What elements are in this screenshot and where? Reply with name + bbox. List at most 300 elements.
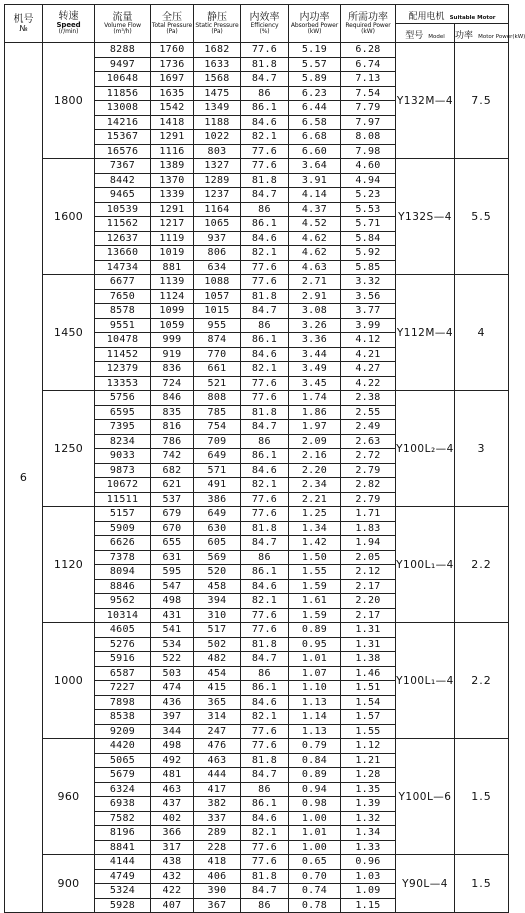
efficiency-cell: 84.6 bbox=[241, 695, 289, 710]
total-pressure-cell: 438 bbox=[151, 855, 194, 870]
flow-cell: 14216 bbox=[95, 115, 151, 130]
absorbed-power-cell: 3.91 bbox=[289, 173, 341, 188]
required-power-cell: 1.38 bbox=[341, 652, 396, 667]
efficiency-cell: 86.1 bbox=[241, 333, 289, 348]
absorbed-power-cell: 0.84 bbox=[289, 753, 341, 768]
static-pressure-cell: 310 bbox=[194, 608, 241, 623]
total-pressure-cell: 541 bbox=[151, 623, 194, 638]
efficiency-cell: 77.6 bbox=[241, 840, 289, 855]
efficiency-cell: 84.7 bbox=[241, 536, 289, 551]
flow-cell: 7378 bbox=[95, 550, 151, 565]
absorbed-power-cell: 2.16 bbox=[289, 449, 341, 464]
efficiency-cell: 81.8 bbox=[241, 57, 289, 72]
motor-model-cell: Y90L—4 bbox=[396, 855, 455, 913]
total-pressure-cell: 492 bbox=[151, 753, 194, 768]
static-pressure-cell: 1682 bbox=[194, 43, 241, 58]
efficiency-cell: 84.7 bbox=[241, 420, 289, 435]
static-pressure-cell: 803 bbox=[194, 144, 241, 159]
motor-power-cell: 1.5 bbox=[455, 739, 509, 855]
total-pressure-cell: 1116 bbox=[151, 144, 194, 159]
static-pressure-cell: 937 bbox=[194, 231, 241, 246]
speed-cell: 1800 bbox=[43, 43, 95, 159]
absorbed-power-cell: 2.20 bbox=[289, 463, 341, 478]
static-pressure-cell: 785 bbox=[194, 405, 241, 420]
header-machine-no: 机号 № bbox=[5, 5, 43, 43]
static-pressure-cell: 1065 bbox=[194, 217, 241, 232]
static-pressure-cell: 521 bbox=[194, 376, 241, 391]
motor-power-cell: 2.2 bbox=[455, 507, 509, 623]
header-total-pressure: 全压 Total Pressure (Pa) bbox=[151, 5, 194, 43]
flow-cell: 8094 bbox=[95, 565, 151, 580]
static-pressure-cell: 1057 bbox=[194, 289, 241, 304]
required-power-cell: 1.31 bbox=[341, 623, 396, 638]
static-pressure-cell: 634 bbox=[194, 260, 241, 275]
static-pressure-cell: 228 bbox=[194, 840, 241, 855]
absorbed-power-cell: 4.37 bbox=[289, 202, 341, 217]
efficiency-cell: 77.6 bbox=[241, 144, 289, 159]
fan-performance-table-container bbox=[4, 4, 525, 911]
static-pressure-cell: 418 bbox=[194, 855, 241, 870]
flow-cell: 8442 bbox=[95, 173, 151, 188]
absorbed-power-cell: 1.74 bbox=[289, 391, 341, 406]
flow-cell: 8841 bbox=[95, 840, 151, 855]
total-pressure-cell: 402 bbox=[151, 811, 194, 826]
static-pressure-cell: 605 bbox=[194, 536, 241, 551]
total-pressure-cell: 366 bbox=[151, 826, 194, 841]
total-pressure-cell: 835 bbox=[151, 405, 194, 420]
efficiency-cell: 82.1 bbox=[241, 594, 289, 609]
absorbed-power-cell: 1.10 bbox=[289, 681, 341, 696]
absorbed-power-cell: 1.97 bbox=[289, 420, 341, 435]
header-motor-model: 型号 Model bbox=[396, 24, 455, 43]
required-power-cell: 1.12 bbox=[341, 739, 396, 754]
required-power-cell: 2.79 bbox=[341, 463, 396, 478]
flow-cell: 5916 bbox=[95, 652, 151, 667]
efficiency-cell: 86 bbox=[241, 202, 289, 217]
absorbed-power-cell: 1.00 bbox=[289, 811, 341, 826]
static-pressure-cell: 463 bbox=[194, 753, 241, 768]
flow-cell: 10478 bbox=[95, 333, 151, 348]
efficiency-cell: 77.6 bbox=[241, 275, 289, 290]
absorbed-power-cell: 4.63 bbox=[289, 260, 341, 275]
required-power-cell: 2.49 bbox=[341, 420, 396, 435]
absorbed-power-cell: 0.65 bbox=[289, 855, 341, 870]
absorbed-power-cell: 4.14 bbox=[289, 188, 341, 203]
absorbed-power-cell: 6.60 bbox=[289, 144, 341, 159]
flow-cell: 8196 bbox=[95, 826, 151, 841]
total-pressure-cell: 1217 bbox=[151, 217, 194, 232]
header-static-pressure: 静压 Static Pressure (Pa) bbox=[194, 5, 241, 43]
static-pressure-cell: 386 bbox=[194, 492, 241, 507]
static-pressure-cell: 458 bbox=[194, 579, 241, 594]
absorbed-power-cell: 3.08 bbox=[289, 304, 341, 319]
header-absorbed-power: 内功率 Absorbed Power (kW) bbox=[289, 5, 341, 43]
absorbed-power-cell: 1.55 bbox=[289, 565, 341, 580]
motor-power-cell: 5.5 bbox=[455, 159, 509, 275]
absorbed-power-cell: 6.44 bbox=[289, 101, 341, 116]
required-power-cell: 2.12 bbox=[341, 565, 396, 580]
efficiency-cell: 81.8 bbox=[241, 869, 289, 884]
table-row bbox=[5, 159, 509, 174]
total-pressure-cell: 1291 bbox=[151, 130, 194, 145]
table-row bbox=[5, 43, 509, 58]
required-power-cell: 3.32 bbox=[341, 275, 396, 290]
flow-cell: 8578 bbox=[95, 304, 151, 319]
speed-cell: 960 bbox=[43, 739, 95, 855]
static-pressure-cell: 394 bbox=[194, 594, 241, 609]
efficiency-cell: 84.6 bbox=[241, 115, 289, 130]
total-pressure-cell: 1697 bbox=[151, 72, 194, 87]
header-suitable-motor: 配用电机 Suitable Motor bbox=[396, 5, 509, 24]
static-pressure-cell: 1633 bbox=[194, 57, 241, 72]
required-power-cell: 1.03 bbox=[341, 869, 396, 884]
flow-cell: 5065 bbox=[95, 753, 151, 768]
flow-cell: 10539 bbox=[95, 202, 151, 217]
total-pressure-cell: 595 bbox=[151, 565, 194, 580]
static-pressure-cell: 502 bbox=[194, 637, 241, 652]
flow-cell: 8538 bbox=[95, 710, 151, 725]
total-pressure-cell: 422 bbox=[151, 884, 194, 899]
absorbed-power-cell: 1.50 bbox=[289, 550, 341, 565]
speed-cell: 1600 bbox=[43, 159, 95, 275]
motor-model-cell: Y132S—4 bbox=[396, 159, 455, 275]
total-pressure-cell: 655 bbox=[151, 536, 194, 551]
total-pressure-cell: 474 bbox=[151, 681, 194, 696]
efficiency-cell: 84.7 bbox=[241, 652, 289, 667]
flow-cell: 7395 bbox=[95, 420, 151, 435]
required-power-cell: 1.71 bbox=[341, 507, 396, 522]
flow-cell: 5909 bbox=[95, 521, 151, 536]
efficiency-cell: 77.6 bbox=[241, 623, 289, 638]
efficiency-cell: 86 bbox=[241, 666, 289, 681]
absorbed-power-cell: 0.98 bbox=[289, 797, 341, 812]
required-power-cell: 3.56 bbox=[341, 289, 396, 304]
flow-cell: 7367 bbox=[95, 159, 151, 174]
flow-cell: 9497 bbox=[95, 57, 151, 72]
efficiency-cell: 81.8 bbox=[241, 753, 289, 768]
efficiency-cell: 77.6 bbox=[241, 507, 289, 522]
static-pressure-cell: 1015 bbox=[194, 304, 241, 319]
total-pressure-cell: 679 bbox=[151, 507, 194, 522]
flow-cell: 9551 bbox=[95, 318, 151, 333]
total-pressure-cell: 631 bbox=[151, 550, 194, 565]
flow-cell: 9465 bbox=[95, 188, 151, 203]
efficiency-cell: 82.1 bbox=[241, 246, 289, 261]
flow-cell: 15367 bbox=[95, 130, 151, 145]
static-pressure-cell: 415 bbox=[194, 681, 241, 696]
efficiency-cell: 86 bbox=[241, 550, 289, 565]
absorbed-power-cell: 1.01 bbox=[289, 826, 341, 841]
absorbed-power-cell: 3.45 bbox=[289, 376, 341, 391]
flow-cell: 5324 bbox=[95, 884, 151, 899]
required-power-cell: 5.92 bbox=[341, 246, 396, 261]
required-power-cell: 7.79 bbox=[341, 101, 396, 116]
required-power-cell: 2.63 bbox=[341, 434, 396, 449]
efficiency-cell: 81.8 bbox=[241, 405, 289, 420]
static-pressure-cell: 1237 bbox=[194, 188, 241, 203]
absorbed-power-cell: 1.00 bbox=[289, 840, 341, 855]
flow-cell: 9873 bbox=[95, 463, 151, 478]
flow-cell: 4749 bbox=[95, 869, 151, 884]
total-pressure-cell: 1119 bbox=[151, 231, 194, 246]
speed-cell: 1120 bbox=[43, 507, 95, 623]
speed-cell: 900 bbox=[43, 855, 95, 913]
static-pressure-cell: 482 bbox=[194, 652, 241, 667]
static-pressure-cell: 806 bbox=[194, 246, 241, 261]
efficiency-cell: 81.8 bbox=[241, 637, 289, 652]
required-power-cell: 1.39 bbox=[341, 797, 396, 812]
required-power-cell: 1.09 bbox=[341, 884, 396, 899]
motor-model-cell: Y100L₁—4 bbox=[396, 507, 455, 623]
total-pressure-cell: 498 bbox=[151, 594, 194, 609]
flow-cell: 10672 bbox=[95, 478, 151, 493]
header-motor-power: 功率 Motor Power(kW) bbox=[455, 24, 509, 43]
absorbed-power-cell: 1.13 bbox=[289, 724, 341, 739]
total-pressure-cell: 786 bbox=[151, 434, 194, 449]
total-pressure-cell: 1736 bbox=[151, 57, 194, 72]
flow-cell: 11856 bbox=[95, 86, 151, 101]
absorbed-power-cell: 0.78 bbox=[289, 898, 341, 913]
flow-cell: 7227 bbox=[95, 681, 151, 696]
required-power-cell: 2.17 bbox=[341, 608, 396, 623]
required-power-cell: 7.13 bbox=[341, 72, 396, 87]
required-power-cell: 4.27 bbox=[341, 362, 396, 377]
flow-cell: 16576 bbox=[95, 144, 151, 159]
required-power-cell: 5.84 bbox=[341, 231, 396, 246]
static-pressure-cell: 337 bbox=[194, 811, 241, 826]
motor-power-cell: 2.2 bbox=[455, 623, 509, 739]
total-pressure-cell: 1124 bbox=[151, 289, 194, 304]
static-pressure-cell: 1188 bbox=[194, 115, 241, 130]
absorbed-power-cell: 2.09 bbox=[289, 434, 341, 449]
efficiency-cell: 77.6 bbox=[241, 43, 289, 58]
flow-cell: 6595 bbox=[95, 405, 151, 420]
static-pressure-cell: 661 bbox=[194, 362, 241, 377]
total-pressure-cell: 1389 bbox=[151, 159, 194, 174]
flow-cell: 4420 bbox=[95, 739, 151, 754]
motor-power-cell: 1.5 bbox=[455, 855, 509, 913]
static-pressure-cell: 444 bbox=[194, 768, 241, 783]
total-pressure-cell: 1019 bbox=[151, 246, 194, 261]
absorbed-power-cell: 4.52 bbox=[289, 217, 341, 232]
header-volume-flow: 流量 Volume Flow (m³/h) bbox=[95, 5, 151, 43]
static-pressure-cell: 454 bbox=[194, 666, 241, 681]
absorbed-power-cell: 0.89 bbox=[289, 768, 341, 783]
absorbed-power-cell: 0.70 bbox=[289, 869, 341, 884]
flow-cell: 6324 bbox=[95, 782, 151, 797]
static-pressure-cell: 417 bbox=[194, 782, 241, 797]
static-pressure-cell: 476 bbox=[194, 739, 241, 754]
total-pressure-cell: 846 bbox=[151, 391, 194, 406]
total-pressure-cell: 407 bbox=[151, 898, 194, 913]
total-pressure-cell: 537 bbox=[151, 492, 194, 507]
required-power-cell: 7.98 bbox=[341, 144, 396, 159]
efficiency-cell: 84.7 bbox=[241, 188, 289, 203]
table-row bbox=[5, 391, 509, 406]
static-pressure-cell: 1475 bbox=[194, 86, 241, 101]
static-pressure-cell: 1088 bbox=[194, 275, 241, 290]
flow-cell: 10648 bbox=[95, 72, 151, 87]
static-pressure-cell: 955 bbox=[194, 318, 241, 333]
absorbed-power-cell: 1.25 bbox=[289, 507, 341, 522]
efficiency-cell: 82.1 bbox=[241, 826, 289, 841]
total-pressure-cell: 503 bbox=[151, 666, 194, 681]
total-pressure-cell: 317 bbox=[151, 840, 194, 855]
total-pressure-cell: 534 bbox=[151, 637, 194, 652]
static-pressure-cell: 1568 bbox=[194, 72, 241, 87]
required-power-cell: 2.82 bbox=[341, 478, 396, 493]
motor-model-cell: Y100L—6 bbox=[396, 739, 455, 855]
total-pressure-cell: 999 bbox=[151, 333, 194, 348]
required-power-cell: 2.72 bbox=[341, 449, 396, 464]
total-pressure-cell: 431 bbox=[151, 608, 194, 623]
required-power-cell: 2.20 bbox=[341, 594, 396, 609]
efficiency-cell: 77.6 bbox=[241, 855, 289, 870]
required-power-cell: 1.46 bbox=[341, 666, 396, 681]
efficiency-cell: 77.6 bbox=[241, 159, 289, 174]
efficiency-cell: 84.6 bbox=[241, 579, 289, 594]
required-power-cell: 0.96 bbox=[341, 855, 396, 870]
required-power-cell: 1.34 bbox=[341, 826, 396, 841]
required-power-cell: 1.94 bbox=[341, 536, 396, 551]
absorbed-power-cell: 0.94 bbox=[289, 782, 341, 797]
efficiency-cell: 86.1 bbox=[241, 217, 289, 232]
total-pressure-cell: 836 bbox=[151, 362, 194, 377]
static-pressure-cell: 754 bbox=[194, 420, 241, 435]
absorbed-power-cell: 3.26 bbox=[289, 318, 341, 333]
efficiency-cell: 82.1 bbox=[241, 710, 289, 725]
static-pressure-cell: 406 bbox=[194, 869, 241, 884]
absorbed-power-cell: 3.49 bbox=[289, 362, 341, 377]
efficiency-cell: 86 bbox=[241, 782, 289, 797]
flow-cell: 12379 bbox=[95, 362, 151, 377]
total-pressure-cell: 1418 bbox=[151, 115, 194, 130]
efficiency-cell: 84.6 bbox=[241, 463, 289, 478]
efficiency-cell: 86.1 bbox=[241, 797, 289, 812]
motor-power-cell: 4 bbox=[455, 275, 509, 391]
required-power-cell: 6.74 bbox=[341, 57, 396, 72]
flow-cell: 9562 bbox=[95, 594, 151, 609]
efficiency-cell: 77.6 bbox=[241, 608, 289, 623]
flow-cell: 9209 bbox=[95, 724, 151, 739]
header-efficiency: 内效率 Efficiency (%) bbox=[241, 5, 289, 43]
table-row bbox=[5, 739, 509, 754]
required-power-cell: 2.17 bbox=[341, 579, 396, 594]
flow-cell: 7898 bbox=[95, 695, 151, 710]
required-power-cell: 4.21 bbox=[341, 347, 396, 362]
total-pressure-cell: 1059 bbox=[151, 318, 194, 333]
absorbed-power-cell: 6.58 bbox=[289, 115, 341, 130]
absorbed-power-cell: 0.95 bbox=[289, 637, 341, 652]
speed-cell: 1450 bbox=[43, 275, 95, 391]
absorbed-power-cell: 0.79 bbox=[289, 739, 341, 754]
total-pressure-cell: 1370 bbox=[151, 173, 194, 188]
absorbed-power-cell: 2.34 bbox=[289, 478, 341, 493]
required-power-cell: 1.33 bbox=[341, 840, 396, 855]
flow-cell: 9033 bbox=[95, 449, 151, 464]
flow-cell: 5157 bbox=[95, 507, 151, 522]
flow-cell: 14734 bbox=[95, 260, 151, 275]
flow-cell: 6938 bbox=[95, 797, 151, 812]
static-pressure-cell: 569 bbox=[194, 550, 241, 565]
static-pressure-cell: 1289 bbox=[194, 173, 241, 188]
efficiency-cell: 86.1 bbox=[241, 101, 289, 116]
required-power-cell: 5.23 bbox=[341, 188, 396, 203]
total-pressure-cell: 724 bbox=[151, 376, 194, 391]
header-speed: 转速 Speed (r/min) bbox=[43, 5, 95, 43]
absorbed-power-cell: 5.89 bbox=[289, 72, 341, 87]
efficiency-cell: 84.6 bbox=[241, 811, 289, 826]
flow-cell: 8288 bbox=[95, 43, 151, 58]
static-pressure-cell: 709 bbox=[194, 434, 241, 449]
absorbed-power-cell: 1.01 bbox=[289, 652, 341, 667]
static-pressure-cell: 390 bbox=[194, 884, 241, 899]
flow-cell: 11511 bbox=[95, 492, 151, 507]
total-pressure-cell: 397 bbox=[151, 710, 194, 725]
absorbed-power-cell: 4.62 bbox=[289, 231, 341, 246]
absorbed-power-cell: 5.57 bbox=[289, 57, 341, 72]
static-pressure-cell: 491 bbox=[194, 478, 241, 493]
table-row bbox=[5, 507, 509, 522]
motor-power-cell: 3 bbox=[455, 391, 509, 507]
table-body bbox=[5, 43, 509, 913]
efficiency-cell: 84.7 bbox=[241, 884, 289, 899]
flow-cell: 6626 bbox=[95, 536, 151, 551]
efficiency-cell: 84.6 bbox=[241, 231, 289, 246]
required-power-cell: 5.85 bbox=[341, 260, 396, 275]
flow-cell: 5679 bbox=[95, 768, 151, 783]
required-power-cell: 2.79 bbox=[341, 492, 396, 507]
motor-model-cell: Y112M—4 bbox=[396, 275, 455, 391]
motor-power-cell: 7.5 bbox=[455, 43, 509, 159]
total-pressure-cell: 1139 bbox=[151, 275, 194, 290]
static-pressure-cell: 571 bbox=[194, 463, 241, 478]
efficiency-cell: 77.6 bbox=[241, 724, 289, 739]
header-required-power: 所需功率 Required Power (kW) bbox=[341, 5, 396, 43]
absorbed-power-cell: 0.89 bbox=[289, 623, 341, 638]
static-pressure-cell: 630 bbox=[194, 521, 241, 536]
flow-cell: 8234 bbox=[95, 434, 151, 449]
absorbed-power-cell: 3.36 bbox=[289, 333, 341, 348]
speed-cell: 1000 bbox=[43, 623, 95, 739]
table-row bbox=[5, 855, 509, 870]
required-power-cell: 1.35 bbox=[341, 782, 396, 797]
efficiency-cell: 77.6 bbox=[241, 492, 289, 507]
required-power-cell: 2.55 bbox=[341, 405, 396, 420]
static-pressure-cell: 289 bbox=[194, 826, 241, 841]
required-power-cell: 4.22 bbox=[341, 376, 396, 391]
total-pressure-cell: 816 bbox=[151, 420, 194, 435]
required-power-cell: 1.15 bbox=[341, 898, 396, 913]
motor-model-cell: Y100L₂—4 bbox=[396, 391, 455, 507]
required-power-cell: 5.53 bbox=[341, 202, 396, 217]
absorbed-power-cell: 1.59 bbox=[289, 608, 341, 623]
total-pressure-cell: 432 bbox=[151, 869, 194, 884]
total-pressure-cell: 670 bbox=[151, 521, 194, 536]
required-power-cell: 2.05 bbox=[341, 550, 396, 565]
flow-cell: 11452 bbox=[95, 347, 151, 362]
static-pressure-cell: 367 bbox=[194, 898, 241, 913]
flow-cell: 4605 bbox=[95, 623, 151, 638]
absorbed-power-cell: 1.34 bbox=[289, 521, 341, 536]
required-power-cell: 1.51 bbox=[341, 681, 396, 696]
table-row bbox=[5, 623, 509, 638]
flow-cell: 5276 bbox=[95, 637, 151, 652]
machine-no-cell: 6 bbox=[5, 43, 43, 913]
required-power-cell: 1.32 bbox=[341, 811, 396, 826]
absorbed-power-cell: 1.07 bbox=[289, 666, 341, 681]
absorbed-power-cell: 1.14 bbox=[289, 710, 341, 725]
